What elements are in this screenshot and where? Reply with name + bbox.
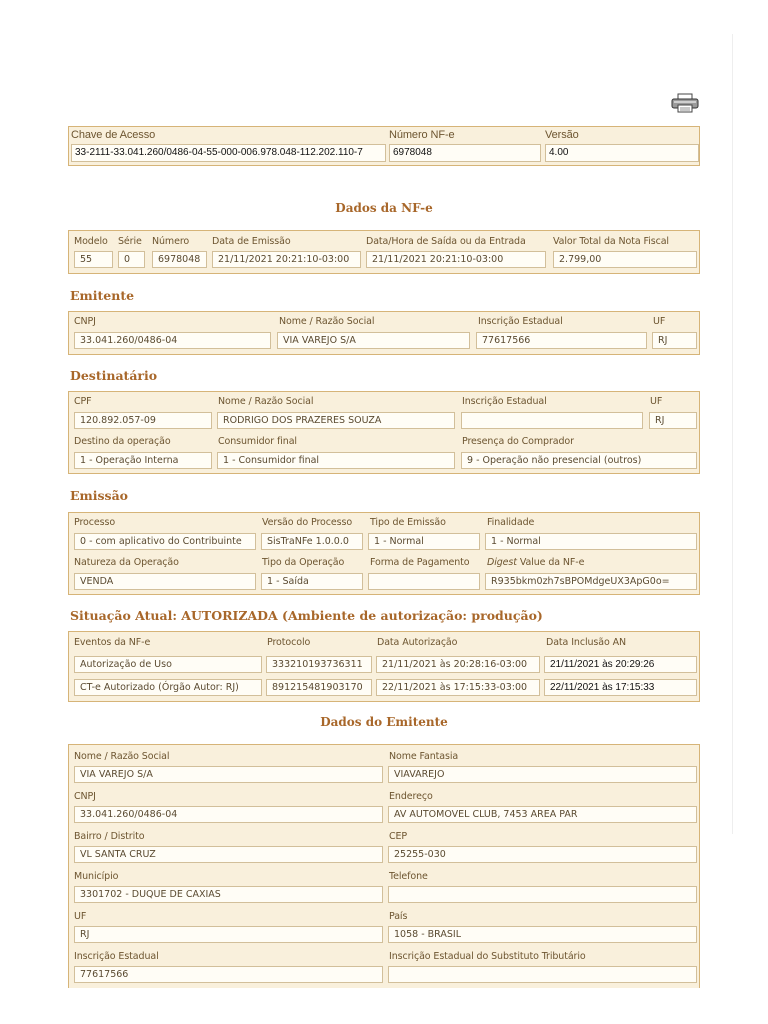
de-iest-label: Inscrição Estadual do Substituto Tributário [389,951,586,962]
emitente-uf-value: RJ [652,332,697,349]
emissao-title: Emissão [70,488,129,503]
situacao-panel [68,631,700,702]
dados-nfe-panel [68,230,700,274]
forma-pagamento-value [368,573,480,590]
de-uf-value: RJ [74,926,383,943]
dest-nome-value: RODRIGO DOS PRAZERES SOUZA [217,412,455,429]
dest-presenca-value: 9 - Operação não presencial (outros) [461,452,697,469]
emitente-panel [68,311,700,355]
emitente-cnpj-label: CNPJ [74,316,96,327]
de-municipio-value: 3301702 - DUQUE DE CAXIAS [74,886,383,903]
natureza-label: Natureza da Operação [74,557,179,568]
dest-consumidor-value: 1 - Consumidor final [217,452,455,469]
dest-nome-label: Nome / Razão Social [218,396,314,407]
natureza-value: VENDA [74,573,256,590]
data-saida-value: 21/11/2021 20:21:10-03:00 [366,251,546,268]
de-bairro-value: VL SANTA CRUZ [74,846,383,863]
de-iest-value [388,966,697,983]
evento-row-2-data-aut: 22/11/2021 às 17:15:33-03:00 [376,679,540,696]
dest-uf-value: RJ [649,412,697,429]
col-data-inc-header: Data Inclusão AN [546,637,627,648]
dest-cpf-label: CPF [74,396,92,407]
tipo-emissao-value: 1 - Normal [368,533,480,550]
de-pais-label: País [389,911,408,922]
dados-emitente-panel [68,744,700,988]
emitente-ie-label: Inscrição Estadual [478,316,563,327]
chave-label: Chave de Acesso [71,129,156,141]
de-endereco-value: AV AUTOMOVEL CLUB, 7453 AREA PAR [388,806,697,823]
forma-pagamento-label: Forma de Pagamento [370,557,470,568]
serie-label: Série [118,236,142,247]
dest-uf-label: UF [650,396,663,407]
de-cnpj-value: 33.041.260/0486-04 [74,806,383,823]
evento-row-2-evento: CT-e Autorizado (Órgão Autor: RJ) [74,679,262,696]
processo-label: Processo [74,517,116,528]
emissao-panel [68,512,700,595]
de-telefone-value [388,886,697,903]
digest-label-rest: Value da NF-e [516,557,585,568]
valor-total-label: Valor Total da Nota Fiscal [553,236,669,247]
data-saida-label: Data/Hora de Saída ou da Entrada [366,236,526,247]
dest-ie-value [461,412,643,429]
de-cep-value: 25255-030 [388,846,697,863]
de-pais-value: 1058 - BRASIL [388,926,697,943]
de-ie-value: 77617566 [74,966,383,983]
de-cep-label: CEP [389,831,408,842]
dest-destino-label: Destino da operação [74,436,171,447]
processo-value: 0 - com aplicativo do Contribuinte [74,533,256,550]
data-emissao-label: Data de Emissão [212,236,291,247]
dest-cpf-value: 120.892.057-09 [74,412,212,429]
versao-processo-value: SisTraNFe 1.0.0.0 [261,533,363,550]
col-data-aut-header: Data Autorização [377,637,458,648]
emitente-cnpj-value: 33.041.260/0486-04 [74,332,271,349]
emitente-ie-value: 77617566 [476,332,647,349]
de-telefone-label: Telefone [389,871,428,882]
page-edge-line [732,34,733,834]
tipo-operacao-label: Tipo da Operação [262,557,345,568]
chave-value: 33-2111-33.041.260/0486-04-55-000-006.978.048-112.202.110-7 [71,144,386,162]
serie-value: 0 [118,251,145,268]
modelo-value: 55 [74,251,113,268]
evento-row-1-data-aut: 21/11/2021 às 20:28:16-03:00 [376,656,540,673]
valor-total-value: 2.799,00 [553,251,697,268]
evento-row-2-protocolo: 891215481903170 [266,679,372,696]
numero-nfe-value: 6978048 [389,144,541,162]
digest-label [487,557,584,568]
dest-presenca-label: Presença do Comprador [462,436,574,447]
evento-row-1-evento: Autorização de Uso [74,656,262,673]
digest-value: R935bkm0zh7sBPOMdgeUX3ApG0o= [485,573,697,590]
emitente-title: Emitente [70,288,135,303]
de-bairro-label: Bairro / Distrito [74,831,145,842]
digest-label-italic: Digest [487,557,517,568]
numero-label: Número [152,236,190,247]
de-uf-label: UF [74,911,87,922]
emitente-uf-label: UF [653,316,666,327]
emitente-nome-value: VIA VAREJO S/A [277,332,470,349]
versao-value: 4.00 [545,144,699,162]
de-nome-value: VIA VAREJO S/A [74,766,383,783]
printer-icon[interactable] [670,93,700,113]
emitente-nome-label: Nome / Razão Social [279,316,375,327]
de-ie-label: Inscrição Estadual [74,951,159,962]
de-municipio-label: Município [74,871,119,882]
access-key-panel [68,126,700,166]
dest-destino-value: 1 - Operação Interna [74,452,212,469]
evento-row-1-protocolo: 333210193736311 [266,656,372,673]
de-endereco-label: Endereço [389,791,433,802]
evento-row-1-data-inc: 21/11/2021 às 20:29:26 [544,656,697,673]
de-nome-label: Nome / Razão Social [74,751,170,762]
col-protocolo-header: Protocolo [267,637,311,648]
evento-row-2-data-inc: 22/11/2021 às 17:15:33 [544,679,697,696]
dest-consumidor-label: Consumidor final [218,436,297,447]
situacao-title: Situação Atual: AUTORIZADA (Ambiente de autorização: produção) [70,608,543,623]
dados-nfe-title: Dados da NF-e [335,201,433,215]
versao-label: Versão [545,129,579,141]
finalidade-label: Finalidade [487,517,535,528]
de-fantasia-label: Nome Fantasia [389,751,459,762]
destinatario-panel [68,391,700,474]
numero-value: 6978048 [152,251,207,268]
modelo-label: Modelo [74,236,108,247]
destinatario-title: Destinatário [70,368,158,383]
dados-emitente-title: Dados do Emitente [320,715,448,729]
de-cnpj-label: CNPJ [74,791,96,802]
col-eventos-header: Eventos da NF-e [74,637,151,648]
dest-ie-label: Inscrição Estadual [462,396,547,407]
finalidade-value: 1 - Normal [485,533,697,550]
data-emissao-value: 21/11/2021 20:21:10-03:00 [212,251,361,268]
de-fantasia-value: VIAVAREJO [388,766,697,783]
versao-processo-label: Versão do Processo [262,517,353,528]
numero-nfe-label: Número NF-e [389,129,455,141]
tipo-emissao-label: Tipo de Emissão [370,517,446,528]
tipo-operacao-value: 1 - Saída [261,573,363,590]
